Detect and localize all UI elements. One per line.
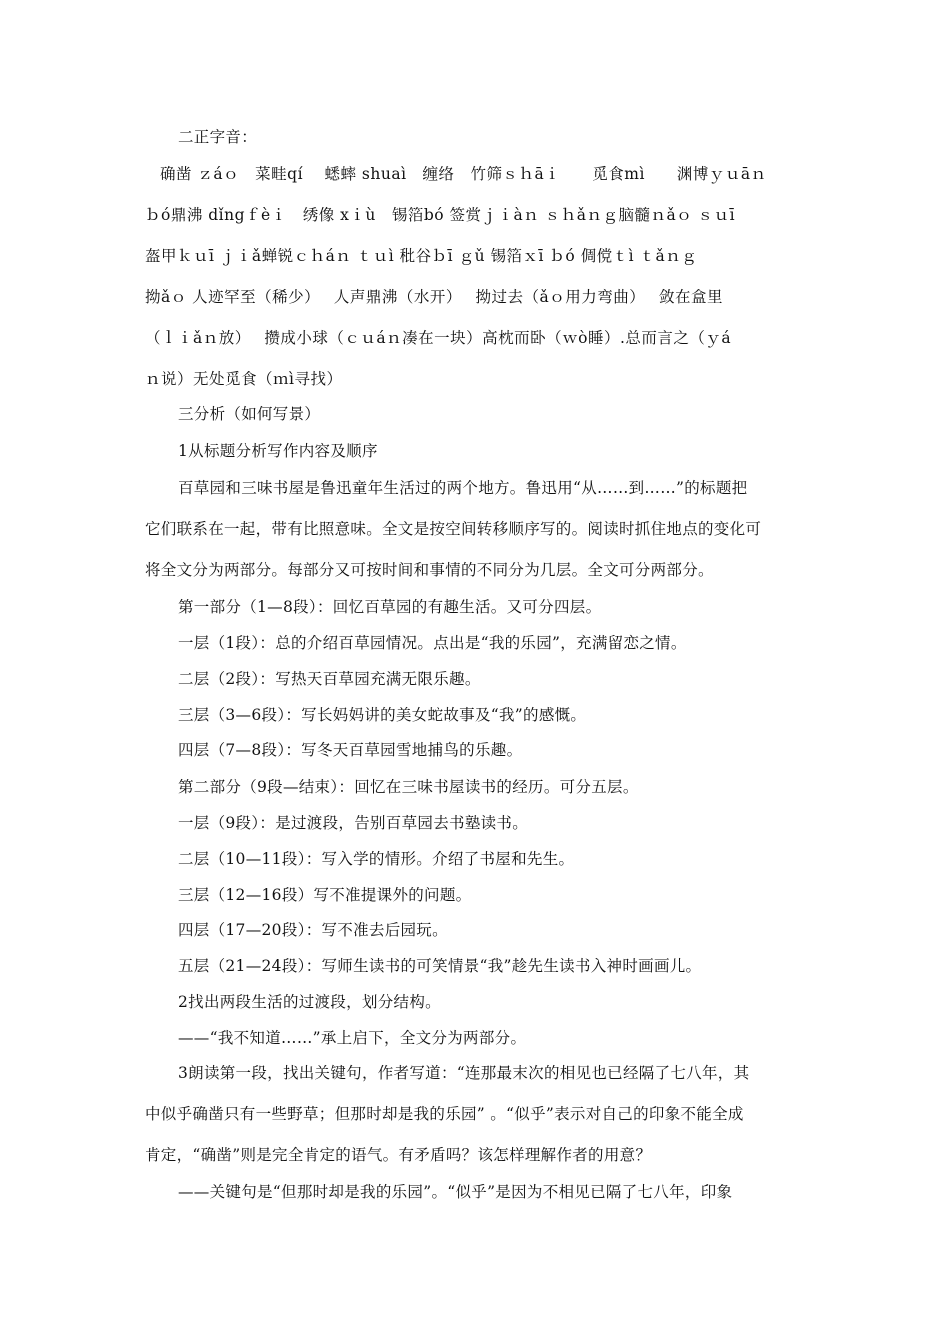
outline-item: 第二部分（9段—结束）：回忆在三味书屋读书的经历。可分五层。 — [178, 778, 639, 796]
paragraph-line: 它们联系在一起，带有比照意味。全文是按空间转移顺序写的。阅读时抓住地点的变化可 — [145, 520, 762, 538]
outline-item: 三层（12—16段）写不准提课外的问题。 — [178, 886, 472, 904]
paragraph-line: 中似乎确凿只有一些野草；但那时却是我的乐园” 。“似乎”表示对自己的印象不能全成 — [145, 1105, 744, 1123]
outline-item: 四层（17—20段）：写不准去后园玩。 — [178, 921, 448, 939]
section-heading-pronunciation: 二正字音： — [178, 128, 258, 146]
subheading: 1从标题分析写作内容及顺序 — [178, 442, 378, 460]
outline-item: 一层（1段）：总的介绍百草园情况。点出是“我的乐园”，充满留恋之情。 — [178, 634, 687, 652]
text-line: （ｌｉǎｎ放） 攒成小球（ｃｕáｎ凑在一块）高枕而卧（ｗò睡）.总而言之（ｙá — [145, 329, 732, 347]
paragraph-line: 3朗读第一段，找出关键句，作者写道：“连那最末次的相见也已经隔了七八年，其 — [178, 1064, 750, 1082]
outline-item: 五层（21—24段）：写师生读书的可笑情景“我”趁先生读书入神时画画儿。 — [178, 957, 702, 975]
paragraph-line: 将全文分为两部分。每部分又可按时间和事情的不同分为几层。全文可分两部分。 — [145, 561, 714, 579]
outline-item: 第一部分（1—8段）：回忆百草园的有趣生活。又可分四层。 — [178, 598, 602, 616]
text-line: ｎ说）无处觅食（ｍì寻找） — [145, 370, 343, 388]
subheading: 2找出两段生活的过渡段，划分结构。 — [178, 993, 441, 1011]
answer-line: ——“我不知道……”承上启下，全文分为两部分。 — [178, 1029, 527, 1047]
answer-line: ——关键句是“但那时却是我的乐园”。“似乎”是因为不相见已隔了七八年，印象 — [178, 1183, 733, 1201]
outline-item: 三层（3—6段）：写长妈妈讲的美女蛇故事及“我”的感慨。 — [178, 706, 587, 724]
text-line: 盔甲ｋｕī ｊｉǎ蝉锐ｃｈáｎ ｔｕì 秕谷ｂī ｇǔ 锡箔ｘī ｂó 倜傥ｔì ｔǎｎｇ — [145, 247, 698, 265]
paragraph-line: 百草园和三味书屋是鲁迅童年生活过的两个地方。鲁迅用“从……到……”的标题把 — [178, 479, 748, 497]
outline-item: 二层（10—11段）：写入学的情形。介绍了书屋和先生。 — [178, 850, 575, 868]
section-heading-analysis: 三分析（如何写景） — [178, 405, 321, 423]
outline-item: 一层（9段）：是过渡段，告别百草园去书塾读书。 — [178, 814, 529, 832]
text-line: 拗ǎｏ 人迹罕至（稀少） 人声鼎沸（水开） 拗过去（ǎｏ用力弯曲） 敛在盒里 — [145, 288, 723, 306]
text-line: ｂó鼎沸 dǐngｆèｉ 绣像 xｉù 锡箔bó 签赏ｊｉàｎ ｓｈǎｎｇ脑髓ｎǎｏ ｓｕī — [145, 206, 736, 224]
paragraph-line: 肯定，“确凿”则是完全肯定的语气。有矛盾吗？该怎样理解作者的用意？ — [145, 1146, 652, 1164]
text-line: 确凿 ｚáｏ 菜畦qí 蟋蟀 shuaì 缠络 竹筛ｓｈāｉ 觅食mì 渊博ｙｕāｎ — [160, 165, 767, 183]
outline-item: 二层（2段）：写热天百草园充满无限乐趣。 — [178, 670, 481, 688]
outline-item: 四层（7—8段）：写冬天百草园雪地捕鸟的乐趣。 — [178, 741, 523, 759]
